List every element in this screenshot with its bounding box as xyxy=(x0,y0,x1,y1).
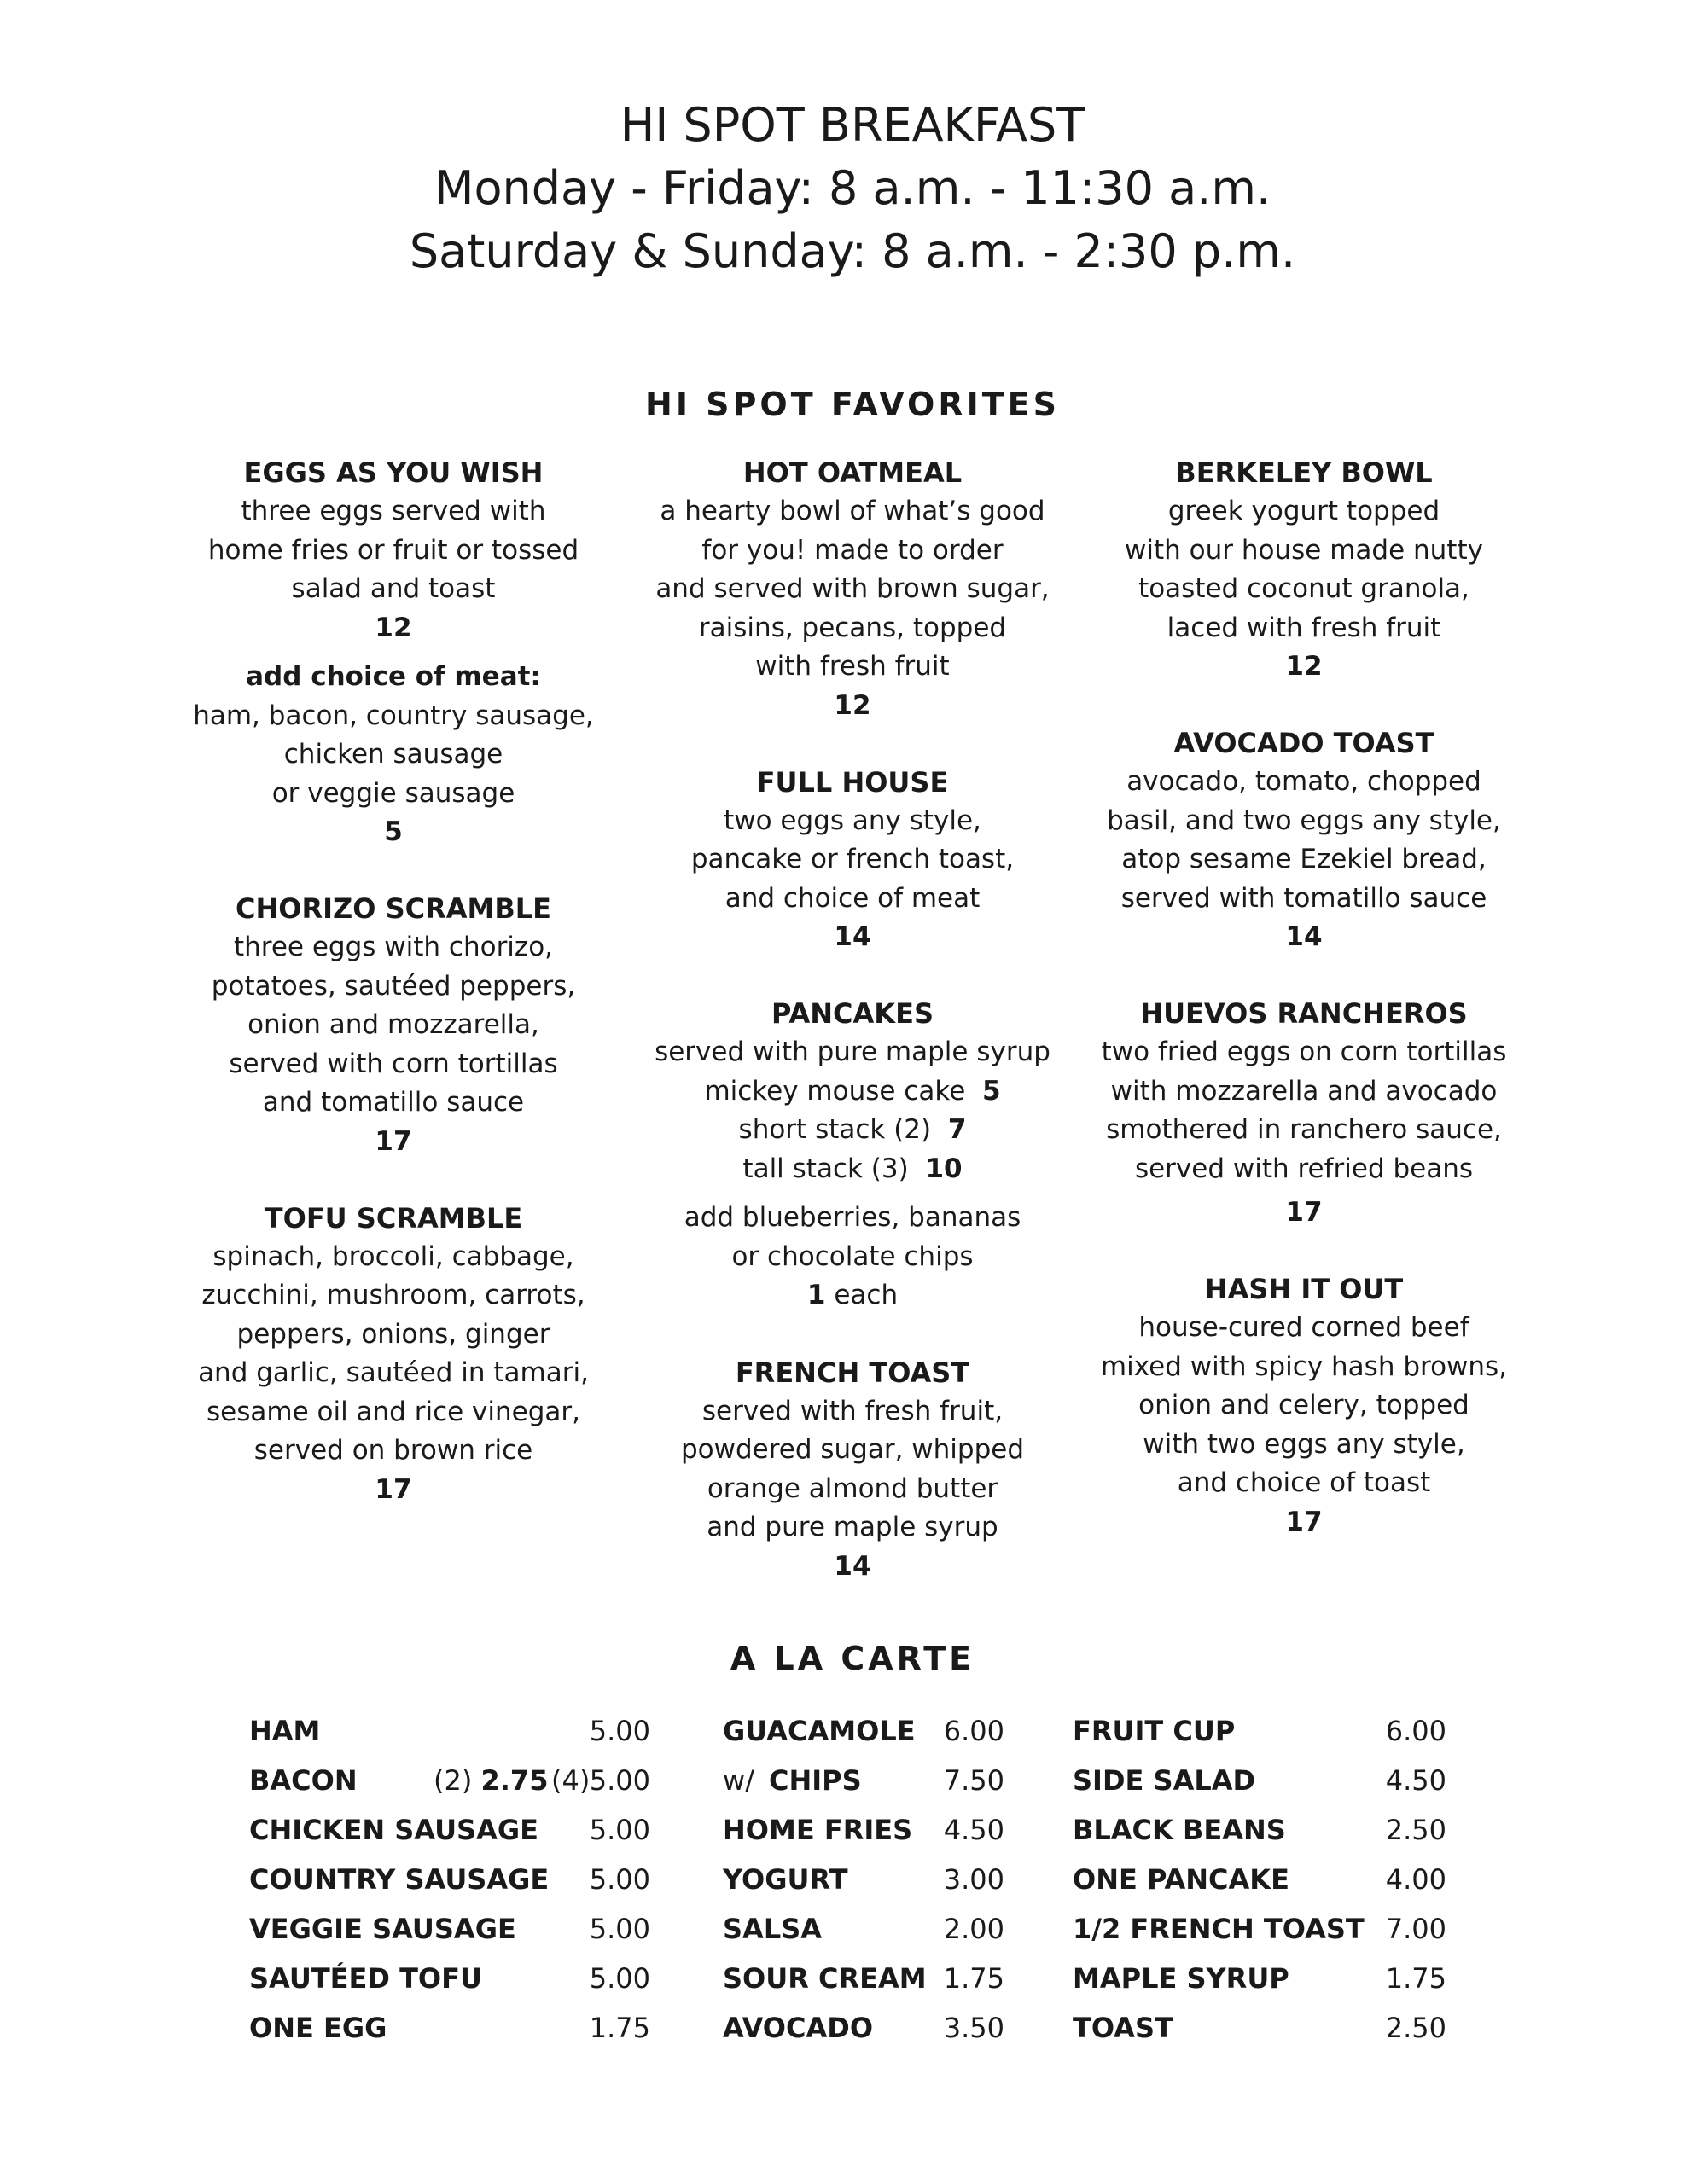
option-label: tall stack (3) xyxy=(742,1153,909,1184)
item-name: PANCAKES xyxy=(771,997,934,1030)
weekend-hours: Saturday & Sunday: 8 a.m. - 2:30 p.m. xyxy=(409,224,1296,278)
bacon-option-4: (4) xyxy=(551,1764,591,1797)
menu-item-huevos-rancheros xyxy=(1065,994,1543,1232)
item-price: 5.00 xyxy=(589,1913,650,1945)
item-name: 1/2 FRENCH TOAST xyxy=(1073,1913,1365,1945)
item-name: COUNTRY SAUSAGE xyxy=(249,1863,550,1896)
item-description-line: basil, and two eggs any style, xyxy=(1107,804,1501,836)
item-name: ONE PANCAKE xyxy=(1073,1863,1289,1896)
a-la-carte-item-fruit-cup xyxy=(1073,1710,1446,1752)
addon-line: ham, bacon, country sausage, xyxy=(193,700,594,731)
favorites-column-center xyxy=(614,453,1091,1586)
item-name: AVOCADO xyxy=(723,2012,874,2044)
item-description-line: smothered in ranchero sauce, xyxy=(1106,1114,1502,1145)
a-la-carte-item-salsa xyxy=(723,1908,1004,1950)
item-description-line: and served with brown sugar, xyxy=(655,573,1050,604)
item-description-line: powdered sugar, whipped xyxy=(680,1434,1025,1465)
menu-title: HI SPOT BREAKFAST xyxy=(620,98,1085,152)
item-description-line: two eggs any style, xyxy=(724,804,981,836)
item-description-line: peppers, onions, ginger xyxy=(236,1318,550,1350)
item-description-line: pancake or french toast, xyxy=(690,844,1015,874)
a-la-carte-item-one-egg xyxy=(249,2007,650,2049)
pancake-option-tall-stack xyxy=(614,1150,1091,1189)
item-price: 1.75 xyxy=(589,2012,650,2044)
item-description-line: two fried eggs on corn tortillas xyxy=(1101,1037,1507,1067)
item-name: CHORIZO SCRAMBLE xyxy=(236,892,551,925)
item-name: SIDE SALAD xyxy=(1073,1764,1256,1797)
item-price: 14 xyxy=(834,1550,871,1582)
item-description-line: avocado, tomato, chopped xyxy=(1126,766,1481,797)
option-label: mickey mouse cake xyxy=(704,1075,966,1107)
item-price: 17 xyxy=(1285,1506,1323,1537)
favorites-column-right xyxy=(1065,453,1543,1542)
item-description-line: mixed with spicy hash browns, xyxy=(1100,1350,1508,1382)
item-name: HUEVOS RANCHEROS xyxy=(1140,997,1468,1030)
addon-line: or veggie sausage xyxy=(271,777,515,809)
a-la-carte-item-avocado xyxy=(723,2007,1004,2049)
item-name: HASH IT OUT xyxy=(1204,1273,1404,1305)
item-price: 14 xyxy=(834,921,871,952)
item-name: FULL HOUSE xyxy=(756,765,949,799)
a-la-carte-item-bacon xyxy=(249,1759,650,1802)
item-name: GUACAMOLE xyxy=(723,1715,916,1747)
item-price: 1.75 xyxy=(1385,1962,1446,1995)
item-description-line: served with fresh fruit, xyxy=(701,1395,1004,1426)
item-price: 2.50 xyxy=(1385,2012,1446,2044)
item-description-line: orange almond butter xyxy=(707,1472,998,1504)
a-la-carte-item-home-fries xyxy=(723,1809,1004,1851)
pancake-option-short-stack xyxy=(614,1111,1091,1150)
option-count: (2) xyxy=(434,1764,473,1797)
a-la-carte-item-side-salad xyxy=(1073,1759,1446,1802)
item-prefix: w/ xyxy=(723,1764,754,1797)
menu-item-hash-it-out xyxy=(1065,1269,1543,1542)
item-name: BERKELEY BOWL xyxy=(1175,456,1433,489)
addon-title: add choice of meat: xyxy=(246,660,541,692)
item-name: MAPLE SYRUP xyxy=(1073,1962,1289,1995)
item-description-line: with our house made nutty xyxy=(1125,534,1483,566)
item-description-line: served on brown rice xyxy=(253,1435,533,1466)
item-description-line: salad and toast xyxy=(291,573,496,604)
menu-header xyxy=(0,94,1705,283)
menu-item-hot-oatmeal xyxy=(614,453,1091,725)
item-description-line: sesame oil and rice vinegar, xyxy=(207,1396,580,1427)
item-description-line: served with refried beans xyxy=(1134,1153,1474,1184)
option-price: 10 xyxy=(925,1153,963,1184)
item-description-line: three eggs with chorizo, xyxy=(233,932,554,962)
item-description-line: with mozzarella and avocado xyxy=(1110,1075,1498,1107)
item-description-line: onion and mozzarella, xyxy=(247,1009,539,1040)
item-description-line: raisins, pecans, topped xyxy=(698,612,1007,643)
item-description-line: a hearty bowl of what’s good xyxy=(660,496,1045,526)
item-name: EGGS AS YOU WISH xyxy=(243,456,544,489)
item-description-line: atop sesame Ezekiel bread, xyxy=(1121,844,1487,874)
item-name: TOAST xyxy=(1073,2012,1173,2044)
item-price: 1.75 xyxy=(943,1962,1004,1995)
item-name: YOGURT xyxy=(723,1863,848,1896)
item-description-line: and tomatillo sauce xyxy=(262,1087,525,1118)
pancake-addon-line: or chocolate chips xyxy=(731,1240,974,1272)
item-price: 6.00 xyxy=(943,1715,1004,1747)
item-description-line: served with pure maple syrup xyxy=(655,1037,1050,1067)
addon-each: each xyxy=(834,1280,899,1310)
item-description-line: and pure maple syrup xyxy=(707,1512,998,1542)
item-name: BACON xyxy=(249,1764,358,1797)
item-name: SALSA xyxy=(723,1913,823,1945)
a-la-carte-item-maple-syrup xyxy=(1073,1957,1446,2000)
pancake-option-mickey xyxy=(614,1072,1091,1112)
menu-item-chorizo-scramble xyxy=(154,889,632,1161)
item-price: 5.00 xyxy=(589,1863,650,1896)
item-price: 2.50 xyxy=(1385,1814,1446,1846)
item-description-line: toasted coconut granola, xyxy=(1138,573,1469,604)
a-la-carte-item-guacamole xyxy=(723,1710,1004,1752)
item-description-line: onion and celery, topped xyxy=(1138,1390,1469,1420)
item-name: FRENCH TOAST xyxy=(735,1356,970,1389)
item-name: ONE EGG xyxy=(249,2012,387,2044)
item-name: VEGGIE SAUSAGE xyxy=(249,1913,516,1945)
item-price: 12 xyxy=(1285,651,1323,682)
item-name: HOT OATMEAL xyxy=(742,456,963,489)
item-description-line: with two eggs any style, xyxy=(1143,1428,1465,1460)
item-price: 5.00 xyxy=(589,1764,650,1797)
item-price: 3.50 xyxy=(943,2012,1004,2044)
item-name: AVOCADO TOAST xyxy=(1173,727,1434,759)
item-price: 4.50 xyxy=(1385,1764,1446,1797)
pancake-addon-price xyxy=(614,1276,1091,1316)
item-name: SOUR CREAM xyxy=(723,1962,927,1995)
item-description-line: spinach, broccoli, cabbage, xyxy=(212,1240,574,1272)
item-description-line: laced with fresh fruit xyxy=(1167,612,1441,643)
item-price: 5.00 xyxy=(589,1715,650,1747)
item-name: FRUIT CUP xyxy=(1073,1715,1236,1747)
item-description-line: potatoes, sautéed peppers, xyxy=(211,970,576,1002)
item-price: 12 xyxy=(375,612,412,643)
item-description-line: and garlic, sautéed in tamari, xyxy=(198,1357,589,1388)
item-price: 3.00 xyxy=(943,1863,1004,1896)
item-description-line: and choice of toast xyxy=(1177,1467,1431,1498)
item-description-line: with fresh fruit xyxy=(755,651,950,682)
item-price: 6.00 xyxy=(1385,1715,1446,1747)
item-description-line: and choice of meat xyxy=(724,882,981,914)
item-description-line: served with corn tortillas xyxy=(229,1048,558,1079)
item-price: 4.00 xyxy=(1385,1863,1446,1896)
a-la-carte-item-chicken-sausage xyxy=(249,1809,650,1851)
item-price: 14 xyxy=(1285,921,1323,952)
pancake-addon-line: add blueberries, bananas xyxy=(684,1202,1021,1233)
a-la-carte-item-ham xyxy=(249,1710,650,1752)
a-la-carte-item-with-chips xyxy=(723,1759,1004,1802)
weekday-hours: Monday - Friday: 8 a.m. - 11:30 a.m. xyxy=(434,161,1271,215)
item-description-line: greek yogurt topped xyxy=(1167,496,1440,526)
option-label: short stack (2) xyxy=(738,1114,932,1145)
menu-item-avocado-toast xyxy=(1065,723,1543,956)
favorites-title: HI SPOT FAVORITES xyxy=(645,386,1060,423)
option-price: 5 xyxy=(981,1075,1001,1107)
item-price: 7.00 xyxy=(1385,1913,1446,1945)
a-la-carte-item-toast xyxy=(1073,2007,1446,2049)
item-name: SAUTÉED TOFU xyxy=(249,1962,482,1995)
item-name: HOME FRIES xyxy=(723,1814,913,1846)
menu-item-pancakes xyxy=(614,994,1091,1316)
item-description-line: for you! made to order xyxy=(701,534,1004,566)
a-la-carte-item-sauteed-tofu xyxy=(249,1957,650,2000)
addon-price: 1 xyxy=(806,1280,826,1310)
option-price: 7 xyxy=(947,1114,967,1145)
a-la-carte-item-yogurt xyxy=(723,1858,1004,1901)
item-price: 17 xyxy=(1285,1197,1323,1228)
item-description-line: zucchini, mushroom, carrots, xyxy=(201,1280,585,1310)
bacon-option-2 xyxy=(434,1759,548,1802)
item-description-line: served with tomatillo sauce xyxy=(1120,882,1487,914)
item-price: 2.00 xyxy=(943,1913,1004,1945)
item-price: 5.00 xyxy=(589,1814,650,1846)
a-la-carte-item-sour-cream xyxy=(723,1957,1004,2000)
a-la-carte-item-veggie-sausage xyxy=(249,1908,650,1950)
option-price: 2.75 xyxy=(480,1764,549,1797)
item-price: 7.50 xyxy=(943,1764,1004,1797)
item-price: 4.50 xyxy=(943,1814,1004,1846)
menu-item-french-toast xyxy=(614,1353,1091,1586)
item-name: HAM xyxy=(249,1715,321,1747)
item-description-line: house-cured corned beef xyxy=(1138,1312,1469,1343)
item-name: CHIPS xyxy=(769,1764,862,1797)
item-name: TOFU SCRAMBLE xyxy=(264,1201,523,1234)
a-la-carte-item-one-pancake xyxy=(1073,1858,1446,1901)
menu-item-full-house xyxy=(614,763,1091,957)
a-la-carte-title: A LA CARTE xyxy=(730,1640,975,1677)
item-price: 17 xyxy=(375,1125,412,1157)
item-description-line: home fries or fruit or tossed xyxy=(207,534,579,566)
item-name: CHICKEN SAUSAGE xyxy=(249,1814,538,1846)
a-la-carte-item-black-beans xyxy=(1073,1809,1446,1851)
item-name: BLACK BEANS xyxy=(1073,1814,1286,1846)
item-price: 12 xyxy=(834,689,871,721)
item-price: 5.00 xyxy=(589,1962,650,1995)
a-la-carte-item-country-sausage xyxy=(249,1858,650,1901)
item-description-line: three eggs served with xyxy=(241,496,546,526)
addon-line: chicken sausage xyxy=(283,739,503,770)
menu-item-eggs-as-you-wish xyxy=(154,453,632,851)
menu-item-berkeley-bowl xyxy=(1065,453,1543,686)
a-la-carte-item-half-french-toast xyxy=(1073,1908,1446,1950)
menu-item-tofu-scramble xyxy=(154,1199,632,1509)
item-price: 17 xyxy=(375,1473,412,1505)
addon-price: 5 xyxy=(384,816,403,847)
favorites-column-left xyxy=(154,453,632,1509)
